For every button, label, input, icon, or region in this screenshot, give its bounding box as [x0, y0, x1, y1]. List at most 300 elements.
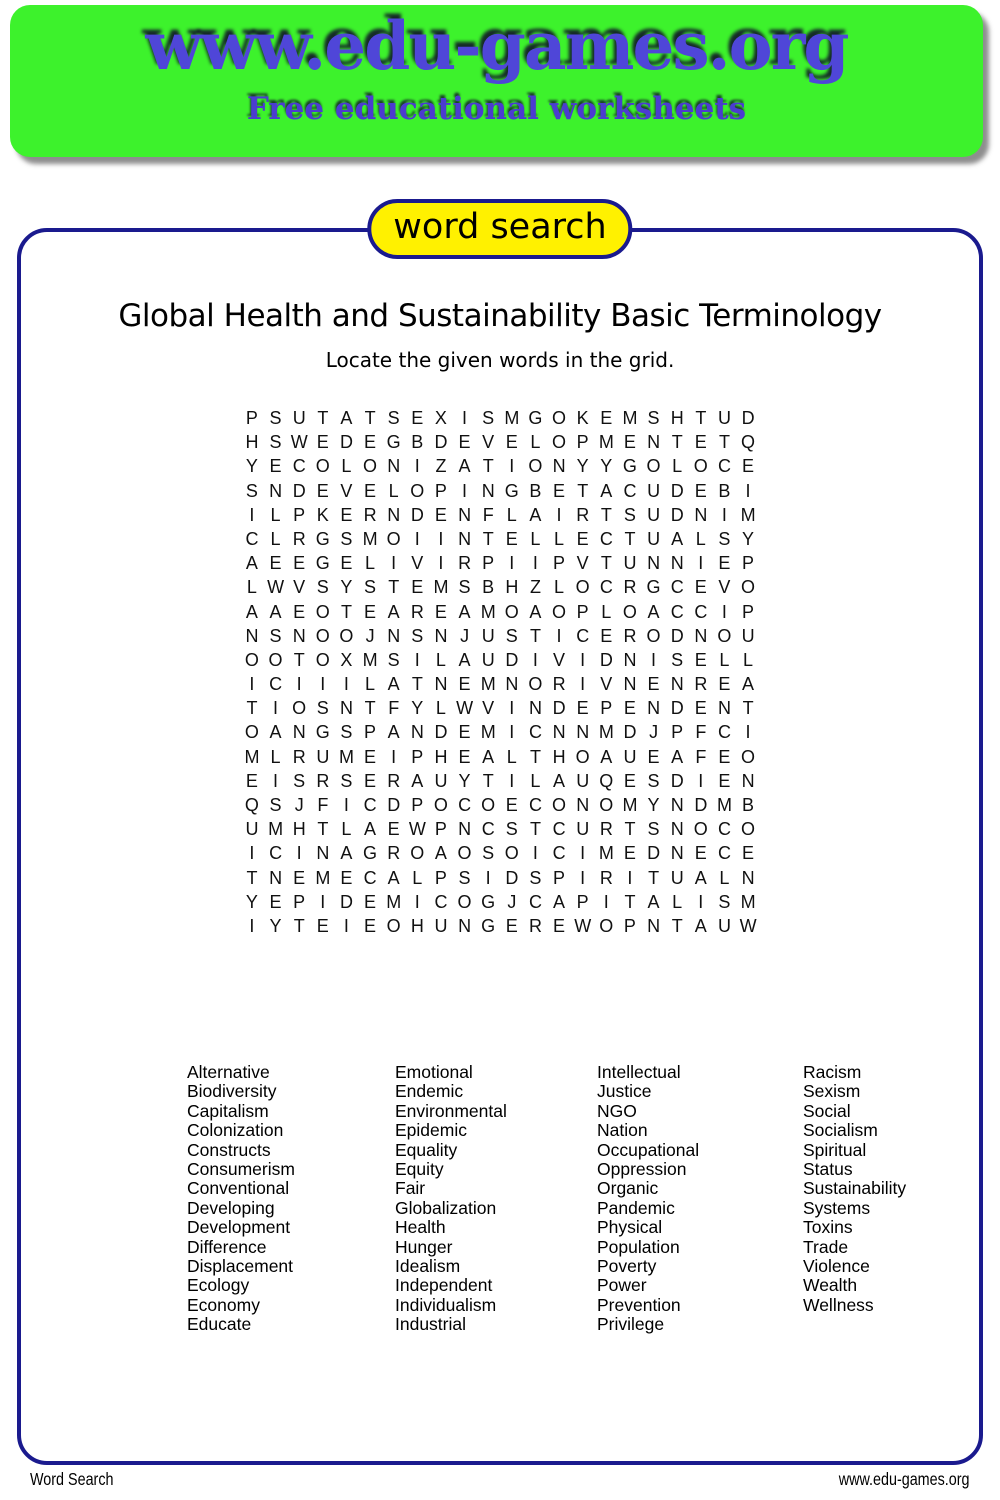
- grid-letter: L: [341, 819, 352, 840]
- grid-letter: I: [651, 649, 657, 670]
- grid-letter: I: [580, 867, 586, 888]
- grid-letter: R: [292, 528, 306, 549]
- grid-letter: W: [574, 915, 592, 936]
- grid-letter: O: [433, 795, 448, 815]
- grid-letter: V: [576, 553, 589, 574]
- grid-letter: U: [670, 867, 684, 888]
- grid-row: [21, 648, 979, 672]
- grid-letter: E: [505, 795, 518, 815]
- grid-letter: E: [718, 770, 731, 791]
- grid-letter: A: [387, 867, 400, 888]
- grid-letter: P: [671, 722, 684, 743]
- grid-letter: T: [317, 408, 329, 428]
- grid-letter: P: [623, 915, 636, 936]
- word-list-item: Pandemic: [597, 1197, 675, 1218]
- grid-letter: U: [647, 528, 661, 549]
- grid-letter: J: [294, 795, 304, 815]
- grid-letter: E: [293, 601, 306, 622]
- grid-letter: E: [364, 480, 377, 501]
- grid-letter: M: [622, 408, 638, 428]
- grid-letter: M: [716, 795, 732, 815]
- grid-letter: U: [717, 408, 731, 428]
- grid-letter: N: [670, 795, 684, 815]
- grid-letter: A: [482, 746, 495, 767]
- word-list-item: Educate: [187, 1314, 252, 1335]
- grid-letter: E: [694, 843, 707, 864]
- grid-letter: O: [575, 577, 590, 598]
- grid-letter: E: [364, 746, 377, 767]
- grid-letter: O: [244, 722, 259, 743]
- grid-letter: N: [647, 915, 661, 936]
- grid-letter: N: [387, 456, 401, 477]
- site-banner: [10, 5, 983, 157]
- grid-letter: I: [721, 601, 727, 622]
- grid-letter: T: [695, 408, 707, 428]
- grid-letter: A: [600, 746, 613, 767]
- grid-letter: A: [647, 891, 660, 912]
- grid-letter: Z: [529, 577, 541, 598]
- word-list-item: Wealth: [803, 1275, 858, 1296]
- grid-letter: O: [693, 456, 708, 477]
- grid-letter: P: [411, 746, 424, 767]
- grid-letter: I: [414, 891, 420, 912]
- grid-letter: G: [622, 456, 637, 477]
- grid-letter: E: [694, 698, 707, 719]
- grid-letter: C: [670, 577, 684, 598]
- grid-letter: I: [509, 456, 515, 477]
- word-list-item: Toxins: [803, 1217, 853, 1238]
- grid-letter: J: [507, 891, 517, 912]
- grid-letter: T: [600, 553, 612, 574]
- word-list-item: Spiritual: [803, 1139, 867, 1160]
- grid-letter: N: [623, 674, 637, 695]
- grid-letter: I: [721, 504, 727, 525]
- grid-letter: N: [552, 456, 566, 477]
- grid-letter: B: [482, 577, 495, 598]
- grid-letter: G: [315, 553, 330, 574]
- grid-letter: E: [411, 408, 424, 428]
- grid-row: [21, 866, 979, 890]
- word-list-item: Displacement: [187, 1256, 294, 1277]
- grid-row: [21, 914, 979, 938]
- grid-letter: I: [343, 795, 349, 815]
- grid-letter: E: [600, 625, 613, 646]
- word-list-item: Wellness: [803, 1294, 874, 1315]
- grid-letter: E: [269, 553, 282, 574]
- grid-letter: U: [623, 746, 637, 767]
- grid-letter: A: [269, 722, 282, 743]
- grid-letter: E: [364, 915, 377, 936]
- grid-letter: W: [456, 698, 474, 719]
- grid-letter: L: [506, 504, 517, 525]
- grid-letter: T: [624, 891, 636, 912]
- grid-letter: N: [434, 674, 448, 695]
- word-list-item: Justice: [597, 1081, 652, 1102]
- grid-letter: N: [647, 432, 661, 453]
- grid-letter: E: [434, 601, 447, 622]
- grid-letter: S: [718, 891, 731, 912]
- grid-letter: C: [599, 577, 613, 598]
- grid-letter: T: [388, 577, 400, 598]
- grid-letter: S: [623, 504, 636, 525]
- grid-letter: B: [718, 480, 731, 501]
- grid-letter: E: [647, 746, 660, 767]
- grid-letter: S: [671, 649, 684, 670]
- word-list-item: Capitalism: [187, 1100, 269, 1121]
- grid-letter: E: [742, 456, 755, 477]
- grid-letter: I: [580, 674, 586, 695]
- grid-letter: S: [364, 577, 377, 598]
- grid-letter: O: [292, 698, 307, 719]
- grid-row: [21, 841, 979, 865]
- grid-letter: E: [458, 746, 471, 767]
- grid-letter: O: [457, 843, 472, 864]
- grid-letter: R: [694, 674, 708, 695]
- word-list-item: Intellectual: [597, 1062, 681, 1082]
- grid-letter: I: [627, 867, 633, 888]
- grid-letter: C: [670, 601, 684, 622]
- grid-letter: V: [293, 577, 306, 598]
- grid-letter: T: [317, 819, 329, 840]
- grid-letter: T: [742, 698, 754, 719]
- grid-letter: V: [482, 432, 495, 453]
- grid-letter: E: [600, 408, 613, 428]
- grid-letter: T: [482, 770, 494, 791]
- grid-letter: L: [672, 891, 683, 912]
- grid-letter: S: [340, 528, 353, 549]
- grid-letter: O: [693, 819, 708, 840]
- grid-letter: C: [269, 843, 283, 864]
- grid-letter: G: [363, 843, 378, 864]
- grid-letter: C: [363, 795, 377, 815]
- grid-letter: A: [600, 480, 613, 501]
- grid-letter: R: [599, 819, 613, 840]
- grid-letter: S: [458, 577, 471, 598]
- word-list-item: Equity: [395, 1159, 444, 1180]
- grid-letter: G: [646, 577, 661, 598]
- grid-letter: O: [315, 649, 330, 670]
- grid-letter: F: [388, 698, 400, 719]
- grid-letter: T: [482, 456, 494, 477]
- grid-letter: Y: [458, 770, 471, 791]
- grid-letter: D: [434, 432, 448, 453]
- grid-letter: I: [509, 698, 515, 719]
- grid-letter: T: [529, 819, 541, 840]
- grid-letter: N: [741, 770, 755, 791]
- grid-letter: T: [671, 432, 683, 453]
- grid-letter: N: [410, 722, 424, 743]
- grid-letter: L: [530, 770, 541, 791]
- grid-letter: E: [269, 891, 282, 912]
- grid-letter: C: [363, 867, 377, 888]
- grid-letter: T: [246, 698, 258, 719]
- grid-letter: R: [576, 504, 590, 525]
- grid-letter: N: [647, 698, 661, 719]
- grid-letter: I: [438, 528, 444, 549]
- grid-letter: G: [528, 408, 543, 428]
- grid-letter: I: [438, 553, 444, 574]
- grid-letter: W: [408, 819, 426, 840]
- grid-letter: T: [340, 601, 352, 622]
- grid-letter: B: [411, 432, 424, 453]
- grid-letter: V: [411, 553, 424, 574]
- grid-letter: T: [529, 746, 541, 767]
- grid-letter: O: [622, 601, 637, 622]
- grid-letter: A: [340, 843, 353, 864]
- grid-letter: R: [363, 504, 377, 525]
- grid-letter: N: [694, 504, 708, 525]
- grid-letter: E: [576, 528, 589, 549]
- grid-letter: D: [741, 408, 755, 428]
- grid-letter: W: [290, 432, 308, 453]
- word-list-item: Emotional: [395, 1062, 473, 1082]
- grid-letter: I: [532, 553, 538, 574]
- grid-letter: C: [599, 528, 613, 549]
- grid-letter: O: [646, 456, 661, 477]
- grid-letter: S: [269, 432, 282, 453]
- grid-letter: E: [293, 867, 306, 888]
- grid-letter: C: [528, 722, 542, 743]
- grid-letter: G: [315, 722, 330, 743]
- grid-letter: I: [296, 674, 302, 695]
- grid-letter: Z: [435, 456, 447, 477]
- word-list-item: Physical: [597, 1217, 663, 1238]
- grid-letter: A: [529, 504, 542, 525]
- grid-letter: S: [340, 770, 353, 791]
- grid-letter: S: [340, 722, 353, 743]
- word-search-badge: [367, 199, 632, 259]
- grid-letter: E: [505, 528, 518, 549]
- word-list-item: Systems: [803, 1197, 871, 1218]
- grid-letter: Y: [340, 577, 353, 598]
- grid-letter: N: [269, 867, 283, 888]
- word-list-item: Sexism: [803, 1081, 861, 1102]
- word-list-item: Environmental: [395, 1100, 507, 1121]
- grid-letter: M: [598, 722, 614, 743]
- word-list-item: Equality: [395, 1139, 458, 1160]
- grid-letter: M: [740, 891, 756, 912]
- grid-letter: Y: [269, 915, 282, 936]
- grid-letter: P: [245, 408, 258, 428]
- grid-letter: Y: [742, 528, 755, 549]
- grid-letter: Y: [600, 456, 613, 477]
- word-search-badge-label: word search: [393, 207, 607, 247]
- grid-letter: N: [505, 674, 519, 695]
- grid-letter: I: [532, 843, 538, 864]
- grid-letter: D: [623, 722, 637, 743]
- grid-letter: C: [717, 722, 731, 743]
- grid-letter: M: [244, 746, 260, 767]
- grid-row: [21, 575, 979, 599]
- grid-letter: D: [339, 891, 353, 912]
- grid-letter: R: [458, 553, 472, 574]
- grid-letter: P: [434, 819, 447, 840]
- grid-letter: E: [364, 770, 377, 791]
- grid-letter: S: [245, 480, 258, 501]
- grid-letter: E: [505, 915, 518, 936]
- grid-letter: L: [743, 649, 754, 670]
- word-list-item: Globalization: [395, 1197, 497, 1218]
- grid-letter: H: [410, 915, 424, 936]
- grid-letter: E: [694, 577, 707, 598]
- grid-letter: A: [269, 601, 282, 622]
- grid-letter: P: [576, 891, 589, 912]
- grid-letter: L: [719, 649, 730, 670]
- grid-letter: P: [600, 698, 613, 719]
- grid-letter: D: [670, 480, 684, 501]
- word-list-item: Colonization: [187, 1120, 284, 1141]
- grid-letter: M: [504, 408, 520, 428]
- grid-letter: I: [320, 674, 326, 695]
- grid-letter: U: [481, 625, 495, 646]
- grid-row: [21, 696, 979, 720]
- grid-letter: P: [742, 553, 755, 574]
- grid-letter: U: [717, 915, 731, 936]
- grid-letter: S: [647, 819, 660, 840]
- word-list-item: Poverty: [597, 1256, 657, 1277]
- grid-letter: P: [364, 722, 377, 743]
- grid-letter: O: [268, 649, 283, 670]
- word-list-item: Fair: [395, 1178, 426, 1199]
- site-subtitle: Free educational worksheets: [246, 91, 747, 127]
- grid-letter: O: [244, 649, 259, 670]
- grid-letter: N: [741, 867, 755, 888]
- grid-letter: I: [745, 722, 751, 743]
- grid-letter: N: [576, 722, 590, 743]
- grid-letter: E: [340, 553, 353, 574]
- grid-letter: U: [316, 746, 330, 767]
- grid-letter: I: [698, 553, 704, 574]
- grid-letter: V: [718, 577, 731, 598]
- grid-letter: H: [292, 819, 306, 840]
- grid-letter: C: [694, 601, 708, 622]
- word-list-item: Hunger: [395, 1236, 453, 1257]
- word-list-item: Violence: [803, 1256, 870, 1277]
- grid-letter: L: [365, 553, 376, 574]
- grid-letter: T: [293, 649, 305, 670]
- grid-letter: I: [745, 480, 751, 501]
- grid-letter: M: [386, 891, 402, 912]
- footer-left-label: Word Search: [30, 1469, 114, 1489]
- grid-letter: U: [481, 649, 495, 670]
- grid-letter: D: [599, 649, 613, 670]
- grid-letter: E: [694, 480, 707, 501]
- grid-letter: R: [528, 915, 542, 936]
- grid-letter: P: [411, 795, 424, 815]
- word-list-column: [395, 1063, 507, 1335]
- grid-letter: O: [410, 480, 425, 501]
- word-list-item: Industrial: [395, 1314, 467, 1335]
- grid-letter: J: [649, 722, 659, 743]
- grid-letter: G: [504, 480, 519, 501]
- grid-letter: T: [293, 915, 305, 936]
- grid-letter: C: [481, 819, 495, 840]
- grid-letter: P: [482, 553, 495, 574]
- grid-letter: L: [695, 528, 706, 549]
- word-list-item: Trade: [803, 1236, 849, 1257]
- grid-letter: L: [270, 504, 281, 525]
- grid-letter: S: [387, 649, 400, 670]
- grid-letter: O: [528, 456, 543, 477]
- word-list-item: Endemic: [395, 1081, 464, 1102]
- grid-letter: U: [434, 915, 448, 936]
- word-list-item: Occupational: [597, 1139, 700, 1160]
- grid-letter: S: [316, 577, 329, 598]
- grid-letter: C: [717, 456, 731, 477]
- grid-letter: O: [504, 601, 519, 622]
- grid-letter: Q: [599, 770, 614, 791]
- grid-letter: R: [623, 625, 637, 646]
- grid-letter: S: [269, 408, 282, 428]
- grid-letter: A: [245, 601, 258, 622]
- grid-letter: E: [576, 698, 589, 719]
- grid-letter: T: [624, 819, 636, 840]
- grid-letter: I: [273, 698, 279, 719]
- grid-letter: A: [434, 843, 447, 864]
- grid-letter: P: [293, 504, 306, 525]
- grid-letter: L: [554, 528, 565, 549]
- grid-letter: O: [575, 746, 590, 767]
- grid-letter: A: [387, 722, 400, 743]
- word-list-item: Sustainability: [803, 1178, 907, 1199]
- grid-letter: C: [245, 528, 259, 549]
- grid-letter: M: [268, 819, 284, 840]
- grid-letter: E: [647, 674, 660, 695]
- grid-letter: D: [694, 795, 708, 815]
- grid-letter: I: [698, 891, 704, 912]
- grid-letter: I: [249, 915, 255, 936]
- grid-letter: A: [742, 674, 755, 695]
- grid-row: [21, 503, 979, 527]
- grid-letter: I: [296, 843, 302, 864]
- grid-row: [21, 793, 979, 817]
- grid-letter: I: [698, 770, 704, 791]
- grid-letter: H: [245, 432, 259, 453]
- grid-letter: U: [647, 480, 661, 501]
- grid-letter: O: [481, 795, 496, 815]
- grid-letter: U: [647, 504, 661, 525]
- word-list-item: Developing: [187, 1197, 275, 1218]
- grid-letter: L: [601, 601, 612, 622]
- grid-letter: E: [316, 480, 329, 501]
- word-list-item: Alternative: [187, 1062, 270, 1082]
- grid-letter: N: [458, 504, 472, 525]
- grid-letter: N: [269, 480, 283, 501]
- grid-letter: A: [411, 770, 424, 791]
- word-list-item: Development: [187, 1217, 291, 1238]
- grid-letter: R: [387, 843, 401, 864]
- grid-letter: O: [552, 432, 567, 453]
- grid-letter: N: [339, 698, 353, 719]
- grid-letter: A: [647, 601, 660, 622]
- grid-letter: K: [316, 504, 329, 525]
- grid-letter: N: [292, 722, 306, 743]
- grid-letter: M: [622, 795, 638, 815]
- grid-letter: F: [695, 722, 707, 743]
- grid-letter: C: [292, 456, 306, 477]
- grid-letter: T: [411, 674, 423, 695]
- word-list-column: [597, 1063, 699, 1335]
- grid-letter: E: [718, 674, 731, 695]
- grid-row: [21, 551, 979, 575]
- grid-letter: M: [598, 432, 614, 453]
- grid-letter: D: [505, 867, 519, 888]
- word-list-item: Organic: [597, 1178, 659, 1199]
- word-list-item: Consumerism: [187, 1159, 295, 1180]
- grid-letter: S: [505, 819, 518, 840]
- word-list-item: Racism: [803, 1062, 862, 1082]
- word-list-item: Prevention: [597, 1294, 681, 1315]
